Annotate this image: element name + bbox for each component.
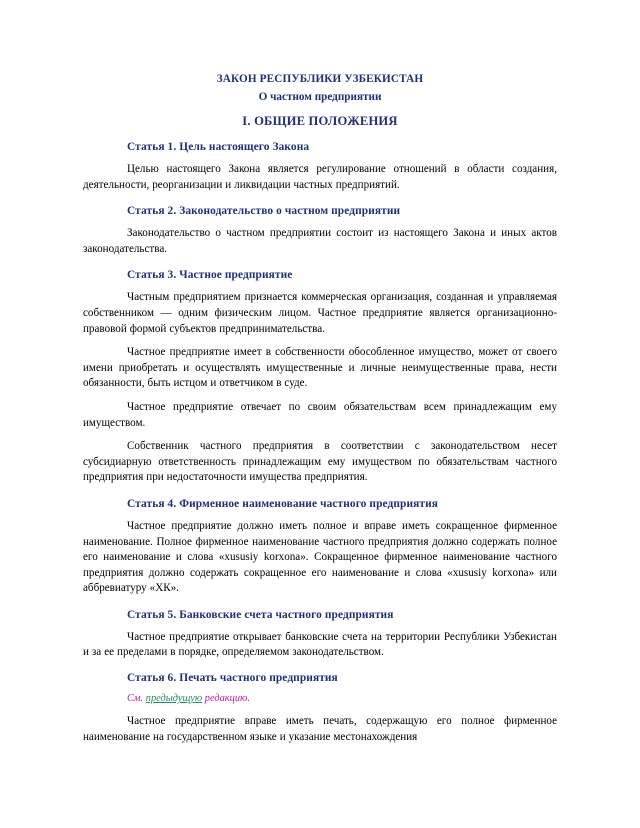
article-heading-6: Статья 6. Печать частного предприятия — [127, 672, 338, 685]
section-heading-general-provisions: I. ОБЩИЕ ПОЛОЖЕНИЯ — [242, 114, 398, 128]
revision-note — [83, 692, 557, 706]
article-2-paragraph-1: Законодательство о частном предприятии состоит из настоящего Закона и иных актов законодательства. — [83, 227, 557, 255]
article-heading-2: Статья 2. Законодательство о частном предприятии — [127, 205, 401, 218]
article-heading-5: Статья 5. Банковские счета частного предприятия — [127, 608, 394, 621]
article-6-paragraph-1: Частное предприятие вправе иметь печать, содержащую его полное фирменное наименование на государственном языке и указание местонахождения — [83, 715, 557, 743]
document-body — [83, 72, 557, 745]
article-3-paragraph-1: Частным предприятием признается коммерческая организация, созданная и управляемая собственником — одним физическим лицом. Частное предприятие является организационно-правовой формой субъектов предпринимательства. — [83, 291, 557, 335]
article-5-paragraph-1: Частное предприятие открывает банковские счета на территории Республики Узбекистан и за ее пределами в порядке, определяемом законодательством. — [83, 630, 557, 659]
article-heading-1: Статья 1. Цель настоящего Закона — [127, 141, 310, 153]
document-title-main: ЗАКОН РЕСПУБЛИКИ УЗБЕКИСТАН — [216, 73, 424, 85]
article-1-paragraph-1: Целью настоящего Закона является регулирование отношений в области создания, деятельности, реорганизации и ликвидации частных предприятий. — [83, 163, 557, 191]
revision-note-prefix: См. — [127, 693, 146, 705]
article-3-paragraph-3: Частное предприятие отвечает по своим обязательствам всем принадлежащим ему имуществом. — [83, 400, 557, 429]
article-3-paragraph-2: Частное предприятие имеет в собственности обособленное имущество, может от своего имени приобретать и осуществлять имущественные и личные неимущественные права, нести обязанности, быть истцом и ответчиком в суде. — [83, 346, 557, 390]
article-3-paragraph-4: Собственник частного предприятия в соответствии с законодательством несет субсидиарную ответственность принадлежащим ему имуществом по обязательствам частного предприятия при недостаточности имущества предприятия. — [83, 440, 557, 484]
document-title-subtitle: О частном предприятии — [258, 91, 382, 103]
previous-revision-link[interactable]: предыдущую — [145, 693, 203, 705]
article-4-paragraph-1: Частное предприятие должно иметь полное и вправе иметь сокращенное фирменное наименование. Полное фирменное наименование частного предприятия должно содержать полное его наименование и слова «xususiy korxona». Сокращенное фирменное наименование частного предприятия должно содержать сокращенное его наименование и слова «xususiy korxona» или аббревиатуру «ХК». — [83, 519, 557, 595]
article-heading-3: Статья 3. Частное предприятие — [127, 269, 293, 282]
article-heading-4: Статья 4. Фирменное наименование частного предприятия — [127, 497, 439, 510]
revision-note-suffix: редакцию. — [202, 693, 250, 705]
